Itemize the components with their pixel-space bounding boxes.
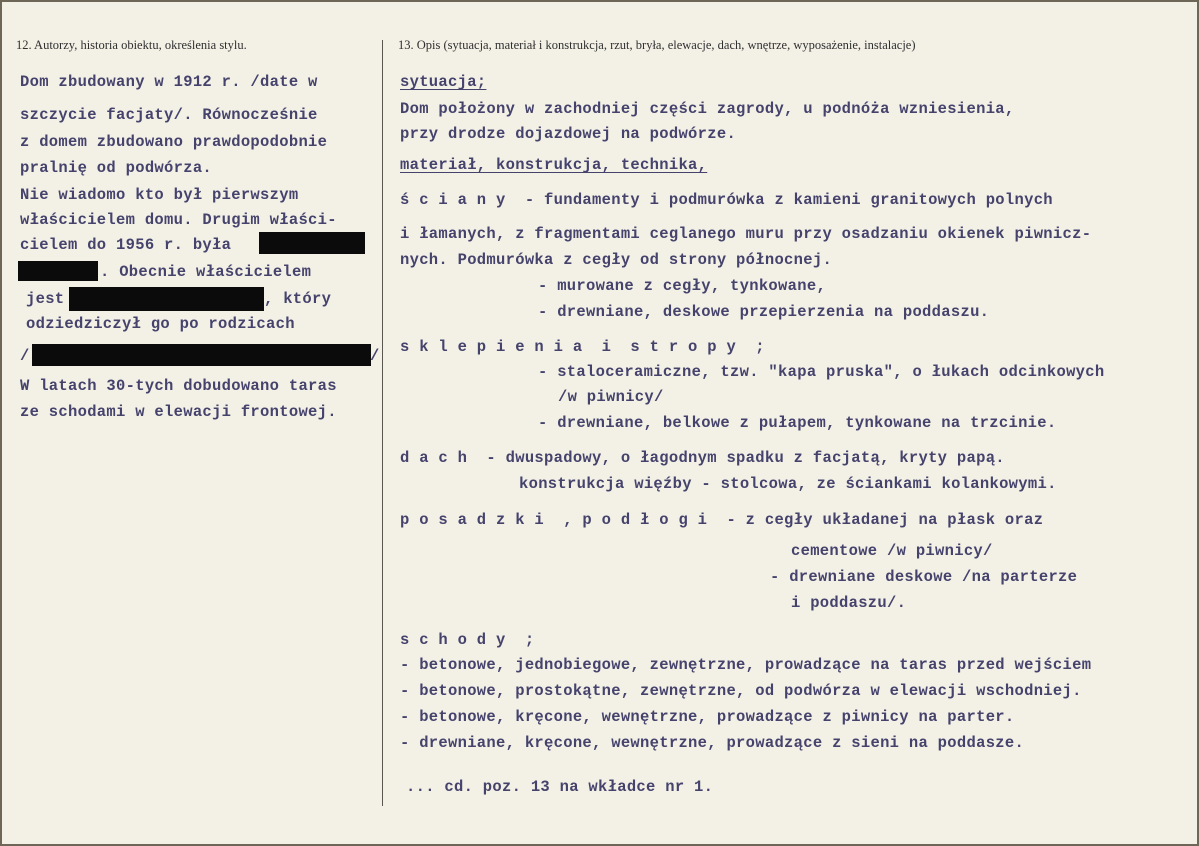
left-line-8: . Obecnie właścicielem [100, 263, 312, 281]
right-line-5: ś c i a n y - fundamenty i podmurówka z kamieni granitowych polnych [400, 191, 1053, 209]
section-13-header: 13. Opis (sytuacja, materiał i konstrukcja, rzut, bryła, elewacje, dach, wnętrze, wyposażenie, instalacje) [398, 38, 916, 52]
right-line-6: i łamanych, z fragmentami ceglanego muru przy osadzaniu okienek piwnicz- [400, 225, 1092, 243]
left-line-12: / [20, 347, 30, 365]
left-line-3: z domem zbudowano prawdopodobnie [20, 133, 328, 151]
left-line-11: odziedziczył go po rodzicach [26, 315, 295, 333]
right-line-23: - betonowe, kręcone, wewnętrzne, prowadzące z piwnicy na parter. [400, 708, 1015, 726]
right-line-14: d a c h - dwuspadowy, o łagodnym spadku z facjatą, kryty papą. [400, 449, 1005, 467]
left-line-4: pralnię od podwórza. [20, 159, 213, 177]
left-line-13: / [370, 347, 380, 365]
left-line-14: W latach 30-tych dobudowano taras [20, 377, 337, 395]
right-line-20: s c h o d y ; [400, 631, 535, 649]
redaction-box [69, 287, 264, 311]
redaction-box [32, 344, 371, 366]
left-line-5: Nie wiadomo kto był pierwszym [20, 186, 299, 204]
right-line-10: s k l e p i e n i a i s t r o p y ; [400, 338, 765, 356]
right-line-15: konstrukcja więźby - stolcowa, ze ściankami kolankowymi. [519, 475, 1057, 493]
right-line-7: nych. Podmurówka z cegły od strony północnej. [400, 251, 833, 269]
redaction-box [259, 232, 365, 254]
heading-material: materiał, konstrukcja, technika, [400, 156, 708, 174]
section-12-header: 12. Autorzy, historia obiektu, określenia stylu. [16, 38, 247, 52]
right-line-13: - drewniane, belkowe z pułapem, tynkowane na trzcinie. [538, 414, 1057, 432]
right-line-12: /w piwnicy/ [558, 388, 664, 406]
right-line-2: Dom położony w zachodniej części zagrody, u podnóża wzniesienia, [400, 100, 1015, 118]
right-line-9: - drewniane, deskowe przepierzenia na poddaszu. [538, 303, 990, 321]
left-line-1: Dom zbudowany w 1912 r. /date w [20, 73, 318, 91]
right-line-19: i poddaszu/. [791, 594, 907, 612]
left-line-9: jest [26, 290, 65, 308]
left-line-7: cielem do 1956 r. była [20, 236, 232, 254]
right-line-17: cementowe /w piwnicy/ [791, 542, 993, 560]
column-divider [382, 40, 383, 806]
right-line-11: - staloceramiczne, tzw. "kapa pruska", o łukach odcinkowych [538, 363, 1105, 381]
right-line-8: - murowane z cegły, tynkowane, [538, 277, 827, 295]
left-line-6: właścicielem domu. Drugim właści- [20, 211, 337, 229]
right-line-24: - drewniane, kręcone, wewnętrzne, prowadzące z sieni na poddasze. [400, 734, 1025, 752]
redaction-box [18, 261, 98, 281]
heading-sytuacja: sytuacja; [400, 73, 487, 91]
left-line-2: szczycie facjaty/. Równocześnie [20, 106, 318, 124]
right-line-18: - drewniane deskowe /na parterze [770, 568, 1078, 586]
left-line-10: , który [264, 290, 332, 308]
right-line-22: - betonowe, prostokątne, zewnętrzne, od podwórza w elewacji wschodniej. [400, 682, 1082, 700]
right-line-21: - betonowe, jednobiegowe, zewnętrzne, prowadzące na taras przed wejściem [400, 656, 1092, 674]
right-line-3: przy drodze dojazdowej na podwórze. [400, 125, 737, 143]
right-line-25: ... cd. poz. 13 na wkładce nr 1. [406, 778, 714, 796]
left-line-15: ze schodami w elewacji frontowej. [20, 403, 337, 421]
right-line-16: p o s a d z k i , p o d ł o g i - z cegły układanej na płask oraz [400, 511, 1044, 529]
